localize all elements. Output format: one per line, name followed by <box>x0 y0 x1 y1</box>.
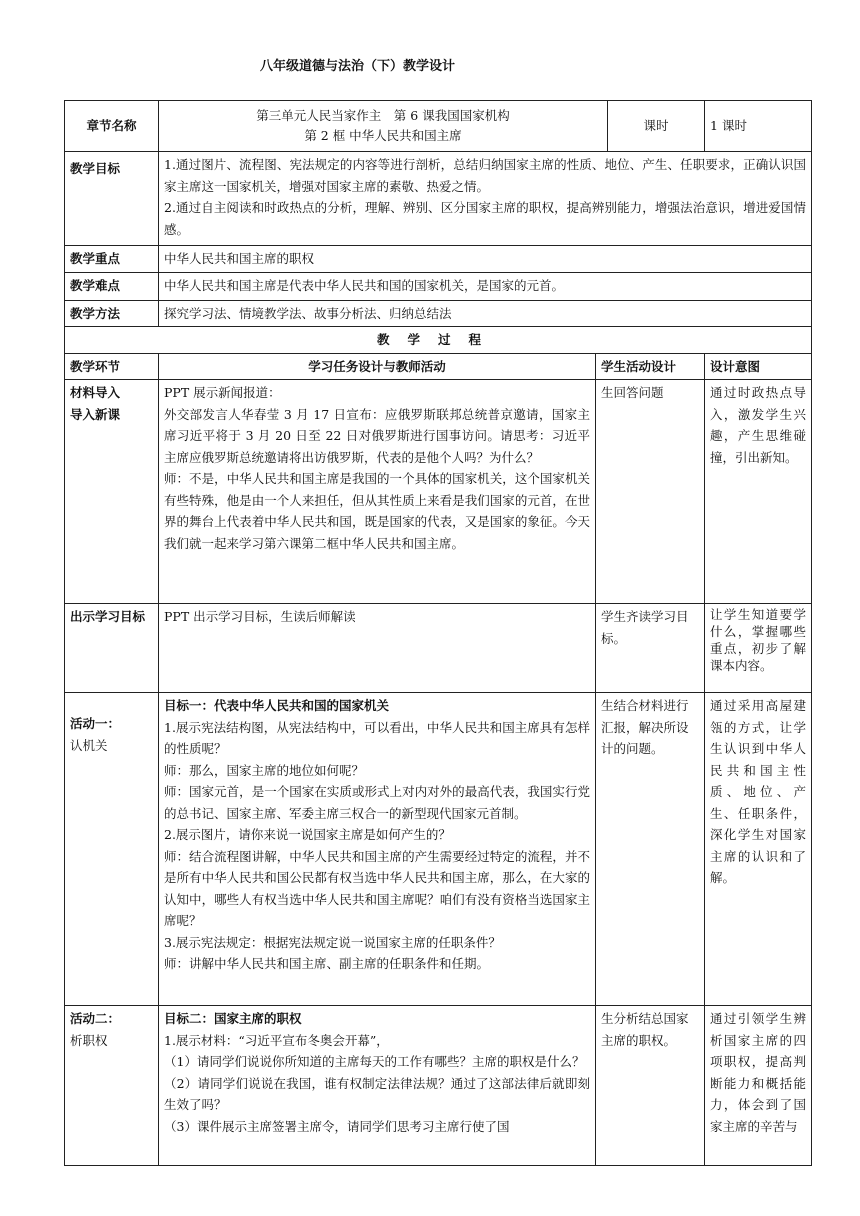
hours-label: 课时 <box>608 101 705 152</box>
activity-line: 师：讲解中华人民共和国主席、副主席的任职条件和任期。 <box>164 956 490 971</box>
objectives-text <box>159 152 812 246</box>
stage-line: 材料导入 <box>70 385 121 400</box>
chapter-line-2: 第 2 框 中华人民共和国主席 <box>304 128 462 143</box>
objectives-label: 教学目标 <box>65 152 159 246</box>
table-row <box>65 604 812 693</box>
activity-line: 3.展示宪法规定：根据宪法规定说一说国家主席的任职条件？ <box>164 934 501 950</box>
objective-1: 1.通过图片、流程图、宪法规定的内容等进行剖析，总结归纳国家主席的性质、地位、产生、任职要求，正确认识国家主席这一国家机关，增强对国家主席的素敬、热爱之情。 <box>164 157 807 194</box>
activity-line: 2.展示图片，请你来说一说国家主席是如何产生的？ <box>164 827 451 842</box>
key-point-label: 教学重点 <box>65 246 159 273</box>
objectives-row <box>65 152 812 246</box>
activity-cell <box>159 693 596 1006</box>
student-cell: 学生齐读学习目标。 <box>596 604 705 693</box>
activity-line: 师：结合流程图讲解，中华人民共和国主席的产生需要经过特定的流程，并不是所有中华人民共和国公民都有权当选中华人民共和国主席，那么，在大家的认知中，哪些人有权当选中华人民共和国主席呢？咱们有没有资格当选国家主席呢？ <box>164 848 590 928</box>
hours-value: 1 课时 <box>705 101 812 152</box>
activity-cell: PPT 出示学习目标，生读后师解读 <box>159 604 596 693</box>
stage-line: 活动二： <box>70 1011 121 1026</box>
intent-cell: 通过时政热点导入，激发学生兴趣，产生思维碰撞，引出新知。 <box>705 380 812 604</box>
stage-line: 认机关 <box>70 737 108 753</box>
methods-text: 探究学习法、情境教学法、故事分析法、归纳总结法 <box>159 300 812 327</box>
objective-2: 2.通过自主阅读和时政热点的分析，理解、辨别、区分国家主席的职权，提高辨别能力，增强法治意识，增进爱国情感。 <box>164 200 807 237</box>
activity-line: 1.展示材料：“习近平宣布冬奥会开幕”， <box>164 1032 389 1048</box>
activity-cell <box>159 380 596 604</box>
key-point-text: 中华人民共和国主席的职权 <box>159 246 812 273</box>
lesson-plan-table <box>64 100 812 1166</box>
intent-cell: 通过引领学生辨析国家主席的四项职权，提高判断能力和概括能力，体会到了国家主席的辛苦与 <box>705 1006 812 1166</box>
stage-line: 析职权 <box>70 1032 108 1048</box>
difficulty-row <box>65 272 812 300</box>
activity-line: （2）请同学们说说在我国，谁有权制定法律法规？通过了这部法律后就即刻生效了吗？ <box>164 1075 590 1112</box>
intent-cell: 让学生知道要学什么，掌握哪些重点，初步了解课本内容。 <box>705 604 812 693</box>
stage-cell <box>65 693 159 1006</box>
chapter-name <box>159 101 608 152</box>
column-header-activity: 学习任务设计与教师活动 <box>159 353 596 380</box>
student-cell: 生分析结总国家主席的职权。 <box>596 1006 705 1166</box>
methods-row <box>65 300 812 327</box>
table-row <box>65 380 812 604</box>
activity-line: （3）课件展示主席签署主席令，请同学们思考习主席行使了国 <box>164 1118 510 1134</box>
process-title: 教学过程 <box>65 327 812 354</box>
stage-line: 活动一： <box>70 716 121 731</box>
intent-cell: 通过采用高屋建瓴的方式，让学生认识到中华人民共和国主性质、地位、产生、任职条件，深化学生对国家主席的认识和了解。 <box>705 693 812 1006</box>
chapter-line-1: 第三单元人民当家作主 第 6 课我国国家机构 <box>256 108 510 123</box>
stage-cell <box>65 1006 159 1166</box>
chapter-label: 章节名称 <box>65 101 159 152</box>
column-header-row <box>65 353 812 380</box>
difficulty-text: 中华人民共和国主席是代表中华人民共和国的国家机关，是国家的元首。 <box>159 272 812 300</box>
difficulty-label: 教学难点 <box>65 272 159 300</box>
goal-title: 目标一：代表中华人民共和国的国家机关 <box>164 698 390 713</box>
student-cell: 生回答问题 <box>596 380 705 604</box>
methods-label: 教学方法 <box>65 300 159 327</box>
activity-line: 师：不是，中华人民共和国主席是我国的一个具体的国家机关，这个国家机关有些特殊，他是由一个人来担任，但从其性质上来看是我们国家的元首，在世界的舞台上代表着中华人民共和国，既是国家的代表，又是国家的象征。今天我们就一起来学习第六课第二框中华人民共和国主席。 <box>164 471 590 551</box>
goal-title: 目标二：国家主席的职权 <box>164 1011 302 1026</box>
activity-line: PPT 展示新闻报道： <box>164 385 281 400</box>
activity-line: （1）请同学们说说你所知道的主席每天的工作有哪些？主席的职权是什么？ <box>164 1054 585 1069</box>
chapter-row <box>65 101 812 152</box>
document-title: 八年级道德与法治（下）教学设计 <box>260 59 456 74</box>
activity-cell <box>159 1006 596 1166</box>
activity-line: 1.展示宪法结构图，从宪法结构中，可以看出，中华人民共和国主席具有怎样的性质呢？ <box>164 719 590 756</box>
column-header-stage: 教学环节 <box>65 353 159 380</box>
table-row <box>65 693 812 1006</box>
stage-cell <box>65 380 159 604</box>
column-header-intent: 设计意图 <box>705 353 812 380</box>
stage-cell: 出示学习目标 <box>65 604 159 693</box>
column-header-student: 学生活动设计 <box>596 353 705 380</box>
student-cell: 生结合材料进行汇报，解决所设计的问题。 <box>596 693 705 1006</box>
table-row <box>65 1006 812 1166</box>
activity-line: 师：国家元首，是一个国家在实质或形式上对内对外的最高代表，我国实行党的总书记、国家主席、军委主席三权合一的新型现代国家元首制。 <box>164 784 590 821</box>
activity-line: 师：那么，国家主席的地位如何呢？ <box>164 762 365 778</box>
key-point-row <box>65 246 812 273</box>
stage-line: 导入新课 <box>70 406 121 422</box>
process-title-row <box>65 327 812 354</box>
activity-line: 外交部发言人华春莹 3 月 17 日宣布：应俄罗斯联邦总统普京邀请，国家主席习近平将于 3 月 20 日至 22 日对俄罗斯进行国事访问。请思考：习近平主席应俄罗斯总统邀请将出访俄罗斯，代表的是他个人吗？为什么？ <box>164 406 590 465</box>
